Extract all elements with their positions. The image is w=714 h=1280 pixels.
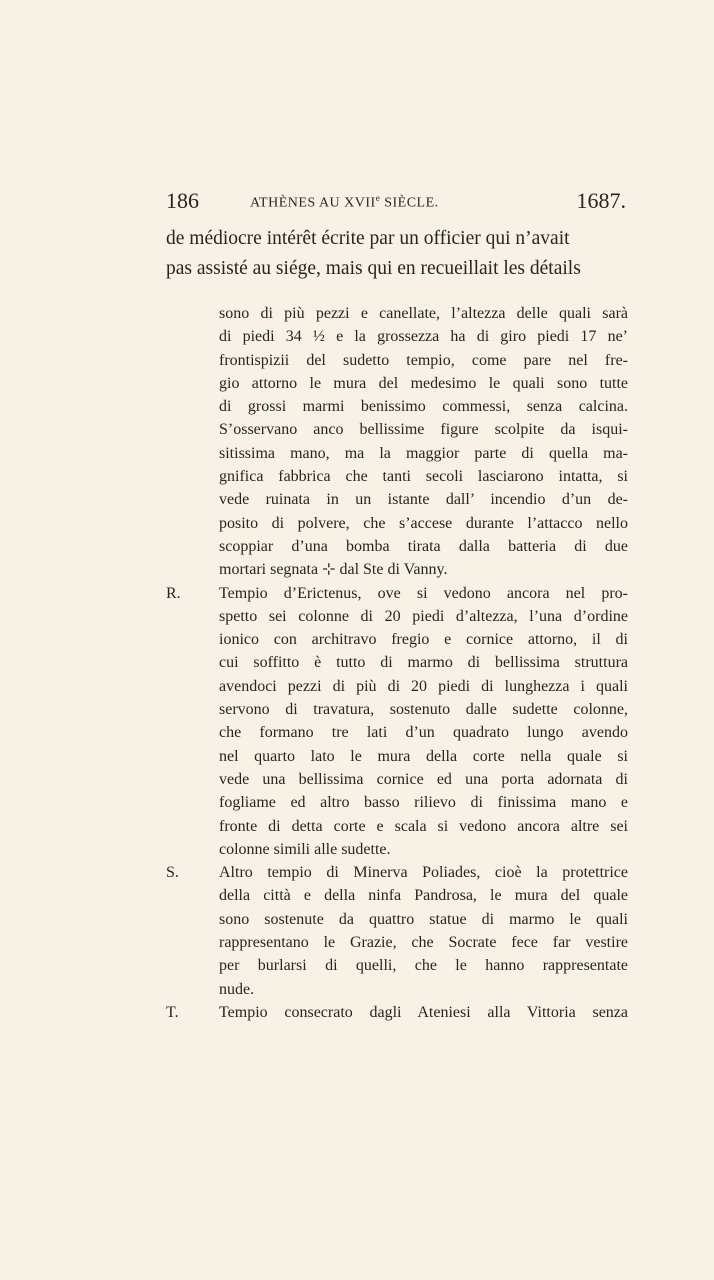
text-line bbox=[166, 628, 628, 651]
line-text: Tempio consecrato dagli Ateniesi alla Vittoria senza bbox=[219, 1003, 628, 1021]
line-text: gnifica fabbrica che tanti secoli lasciarono intatta, si bbox=[219, 468, 628, 486]
header-year: 1687. bbox=[576, 188, 626, 213]
line-text: nude. bbox=[219, 980, 255, 998]
running-title-superscript: e bbox=[375, 193, 381, 203]
text-line bbox=[166, 465, 628, 488]
line-text: Tempio d’Erictenus, ove si vedono ancora nel pro- bbox=[219, 584, 628, 602]
line-text: di piedi 34 ½ e la grossezza ha di giro piedi 17 ne’ bbox=[219, 328, 628, 346]
text-line bbox=[166, 442, 628, 465]
intro-line-2: pas assisté au siége, mais qui en recueillait les détails bbox=[166, 258, 581, 279]
line-text: sono sostenute da quattro statue di marmo le quali bbox=[219, 910, 628, 928]
entry-label: R. bbox=[166, 584, 181, 602]
line-text: vede una bellissima cornice ed una porta adornata di bbox=[219, 770, 628, 788]
text-line bbox=[166, 535, 628, 558]
text-line bbox=[166, 908, 628, 931]
line-text: avendoci pezzi di più di 20 piedi di lunghezza i quali bbox=[219, 677, 628, 695]
quoted-italian-passage bbox=[166, 302, 628, 1024]
text-line bbox=[166, 791, 628, 814]
text-line bbox=[166, 325, 628, 348]
line-text: colonne simili alle sudette. bbox=[219, 840, 391, 858]
line-text: spetto sei colonne di 20 piedi d’altezza, l’una d’ordine bbox=[219, 607, 628, 625]
text-line bbox=[166, 512, 628, 535]
line-text: cui soffitto è tutto di marmo di bellissima struttura bbox=[219, 654, 628, 672]
line-text: posito di polvere, che s’accese durante l’attacco nello bbox=[219, 514, 628, 532]
text-line bbox=[166, 395, 628, 418]
text-line bbox=[166, 978, 628, 1001]
text-line bbox=[166, 675, 628, 698]
text-line bbox=[166, 721, 628, 744]
line-text: mortari segnata ⊹ dal Ste di Vanny. bbox=[219, 561, 448, 579]
line-text: nel quarto lato le mura della corte nella quale si bbox=[219, 747, 628, 765]
text-line bbox=[166, 349, 628, 372]
text-line bbox=[166, 1001, 628, 1024]
intro-line-1: de médiocre intérêt écrite par un officier qui n’avait bbox=[166, 228, 570, 249]
line-text: sono di più pezzi e canellate, l’altezza delle quali sarà bbox=[219, 305, 628, 322]
line-text: rappresentano le Grazie, che Socrate fece far vestire bbox=[219, 934, 628, 952]
text-line bbox=[166, 372, 628, 395]
text-line bbox=[166, 861, 628, 884]
text-line bbox=[166, 605, 628, 628]
text-line bbox=[166, 302, 628, 325]
running-title-main: ATHÈNES AU XVII bbox=[250, 195, 376, 211]
text-line bbox=[166, 698, 628, 721]
text-line bbox=[166, 488, 628, 511]
text-line bbox=[166, 745, 628, 768]
text-line bbox=[166, 815, 628, 838]
line-text: gio attorno le mura del medesimo le quali sono tutte bbox=[219, 374, 628, 392]
line-text: S’osservano anco bellissime figure scolpite da isqui- bbox=[219, 421, 628, 439]
line-text: sitissima mano, ma la maggior parte di quella ma- bbox=[219, 444, 628, 462]
text-line bbox=[166, 418, 628, 441]
text-line bbox=[166, 954, 628, 977]
line-text: ionico con architravo fregio e cornice attorno, il di bbox=[219, 631, 628, 649]
text-line bbox=[166, 884, 628, 907]
text-line bbox=[166, 931, 628, 954]
entry-label: S. bbox=[166, 864, 179, 882]
page-header bbox=[166, 188, 626, 218]
line-text: di grossi marmi benissimo commessi, senza calcina. bbox=[219, 398, 628, 416]
line-text: fronte di detta corte e scala si vedono ancora altre sei bbox=[219, 817, 628, 835]
line-text: che formano tre lati d’un quadrato lungo avendo bbox=[219, 724, 628, 742]
text-line bbox=[166, 768, 628, 791]
line-text: Altro tempio di Minerva Poliades, cioè la protettrice bbox=[219, 864, 628, 882]
running-title bbox=[250, 193, 439, 212]
line-text: per burlarsi di quelli, che le hanno rappresentate bbox=[219, 957, 628, 975]
line-text: scoppiar d’una bomba tirata dalla batteria di due bbox=[219, 537, 628, 555]
line-text: servono di travatura, sostenuto dalle sudette colonne, bbox=[219, 701, 628, 719]
line-text: fogliame ed altro basso rilievo di finissima mano e bbox=[219, 794, 628, 812]
page-number: 186 bbox=[166, 188, 199, 213]
entry-label: T. bbox=[166, 1003, 179, 1021]
line-text: della città e della ninfa Pandrosa, le mura del quale bbox=[219, 887, 628, 905]
text-line bbox=[166, 582, 628, 605]
text-line bbox=[166, 838, 628, 861]
text-line bbox=[166, 651, 628, 674]
text-line bbox=[166, 558, 628, 581]
running-title-end: SIÈCLE. bbox=[380, 195, 439, 211]
line-text: vede ruinata in un istante dall’ incendio d’un de- bbox=[219, 491, 628, 509]
line-text: frontispizii del sudetto tempio, come pare nel fre- bbox=[219, 351, 628, 369]
